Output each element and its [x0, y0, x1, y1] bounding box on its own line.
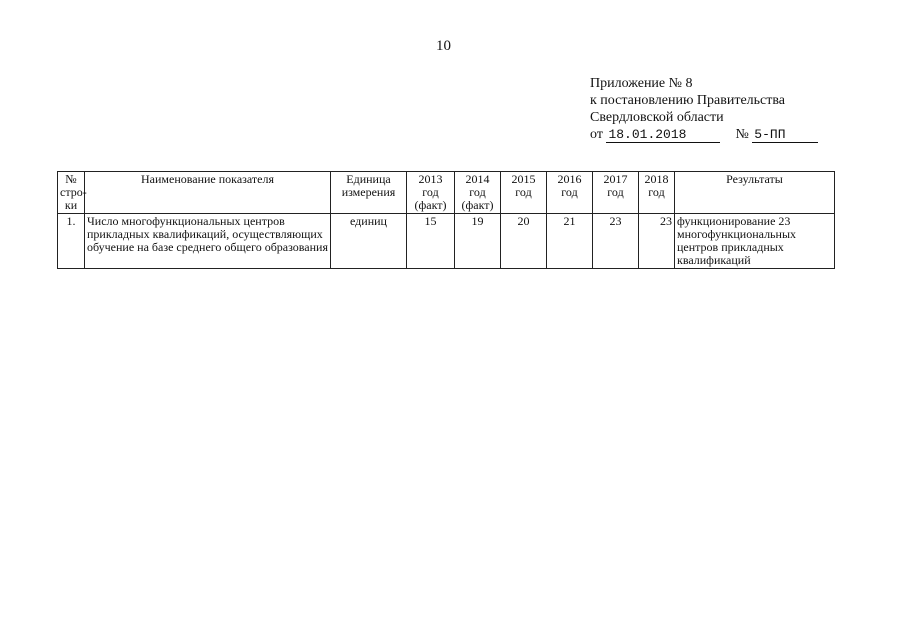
cell-value-2016: 21	[547, 214, 593, 269]
cell-value-2017: 23	[593, 214, 639, 269]
header-results: Результаты	[675, 172, 835, 214]
number-field: 5-ПП	[752, 128, 818, 143]
page-number: 10	[436, 38, 451, 54]
cell-results: функционирование 23 многофункциональных центров прикладных квалификаций	[675, 214, 835, 269]
cell-unit: единиц	[331, 214, 407, 269]
header-year-2018: 2018 год	[639, 172, 675, 214]
header-year-2015: 2015 год	[501, 172, 547, 214]
header-year-2013: 2013 год (факт)	[407, 172, 455, 214]
appendix-title: Приложение № 8	[590, 76, 693, 91]
header-indicator-name: Наименование показателя	[85, 172, 331, 214]
cell-value-2013: 15	[407, 214, 455, 269]
appendix-header	[590, 75, 818, 143]
date-prefix: от	[590, 127, 603, 142]
appendix-resolution-line: к постановлению Правительства	[590, 93, 786, 108]
cell-value-2014: 19	[455, 214, 501, 269]
indicators-table	[57, 171, 835, 269]
header-year-2014: 2014 год (факт)	[455, 172, 501, 214]
cell-value-2018: 23	[639, 214, 675, 269]
header-year-2016: 2016 год	[547, 172, 593, 214]
header-unit: Единица измерения	[331, 172, 407, 214]
table-row	[58, 214, 835, 269]
cell-value-2015: 20	[501, 214, 547, 269]
appendix-date-number-line	[590, 126, 818, 143]
table-header-row	[58, 172, 835, 214]
appendix-region-line: Свердловской области	[590, 110, 724, 125]
date-field: 18.01.2018	[606, 128, 720, 143]
cell-indicator-name: Число многофункциональных центров прикладных квалификаций, осуществляющих обучение на базе среднего общего образования	[85, 214, 331, 269]
cell-row-number: 1.	[58, 214, 85, 269]
header-year-2017: 2017 год	[593, 172, 639, 214]
number-prefix: №	[735, 127, 749, 142]
header-row-number: № стро- ки	[58, 172, 85, 214]
